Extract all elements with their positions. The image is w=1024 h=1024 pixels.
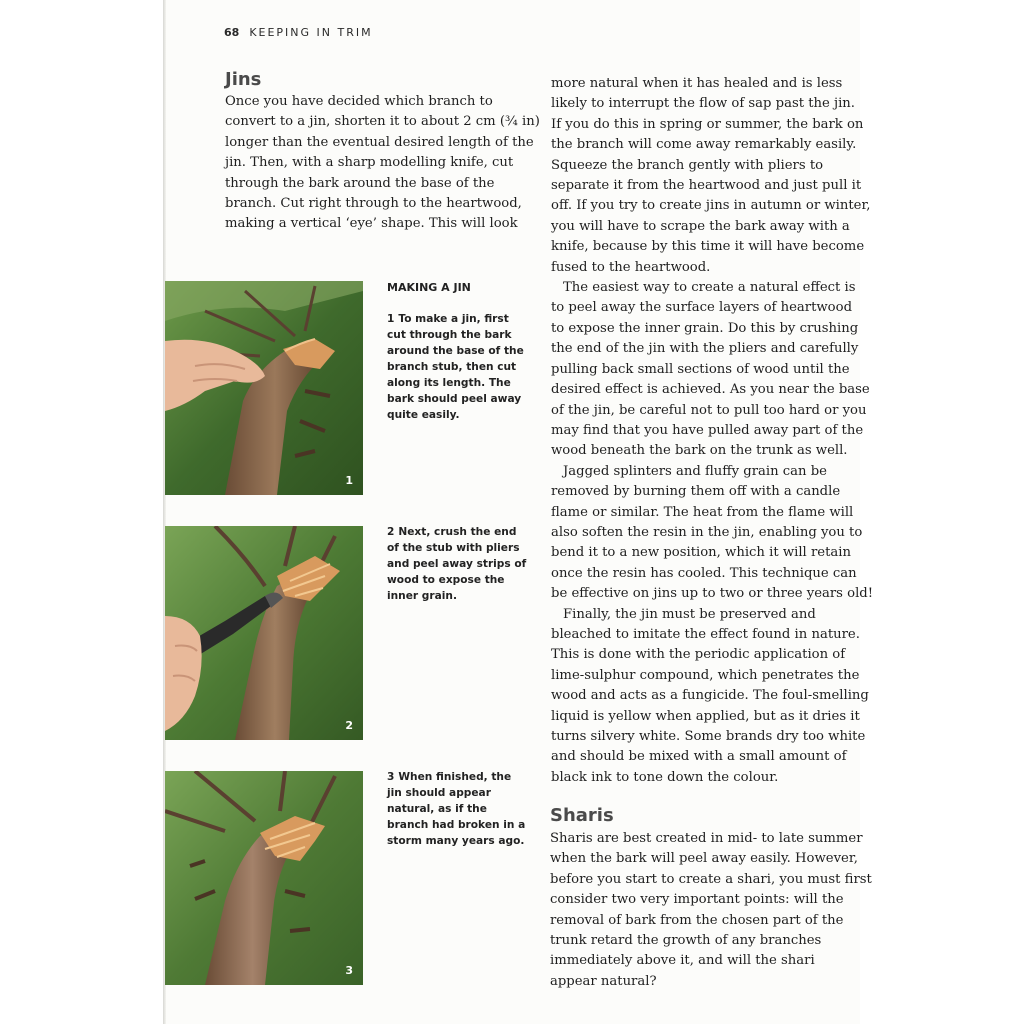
photo-finished-jin-icon [165, 771, 363, 985]
body-line: desired effect is achieved. As you near the base [551, 382, 870, 398]
jins-line: through the bark around the base of the [225, 175, 495, 191]
chapter-title: KEEPING IN TRIM [249, 26, 373, 39]
body-line: The easiest way to create a natural effect is [563, 280, 856, 296]
body-line: to peel away the surface layers of heartwood [551, 300, 853, 316]
photo-2 [165, 526, 363, 740]
body-line: once the resin has cooled. This technique can [551, 565, 857, 581]
jins-line: making a vertical ‘eye’ shape. This will look [225, 216, 518, 232]
step-line: branch stub, then cut [387, 361, 517, 373]
jins-line: Once you have decided which branch to [225, 94, 493, 109]
jins-line: longer than the eventual desired length of the [225, 134, 534, 150]
step-line: When finished, the [398, 771, 512, 783]
step-line: bark should peel away [387, 393, 522, 405]
body-line: Squeeze the branch gently with pliers to [551, 157, 824, 173]
body-line: separate it from the heartwood and just pull it [551, 178, 862, 194]
body-line: be effective on jins up to two or three years old! [551, 586, 874, 602]
step-line: of the stub with pliers [387, 542, 520, 554]
body-line: liquid is yellow when applied, but as it dries it [551, 708, 860, 724]
step-number: 1 [387, 313, 395, 325]
step-3-caption [387, 769, 527, 849]
jins-line: branch. Cut right through to the heartwood, [225, 196, 522, 212]
making-a-jin-title: MAKING A JIN [387, 281, 471, 294]
body-line: the branch will come away remarkably easily. [551, 137, 857, 153]
step-2-caption [387, 524, 527, 604]
body-line: Jagged splinters and fluffy grain can be [563, 463, 827, 479]
step-line: To make a jin, first [398, 313, 509, 325]
body-line: the end of the jin with the pliers and carefully [551, 341, 859, 357]
step-line: branch had broken in a [387, 819, 526, 831]
jins-line: jin. Then, with a sharp modelling knife, cut [225, 155, 514, 171]
step-line: along its length. The [387, 377, 511, 389]
jins-intro [225, 92, 540, 235]
body-line: turns silvery white. Some brands dry too white [551, 729, 866, 744]
step-number: 2 [387, 526, 395, 538]
body-line: fused to the heartwood. [551, 259, 711, 275]
body-line: black ink to tone down the colour. [551, 769, 779, 785]
body-line: may find that you have pulled away part of the [551, 422, 864, 438]
step-line: around the base of the [387, 345, 524, 357]
sharis-line: consider two very important points: will the [550, 892, 844, 908]
step-1-caption [387, 311, 527, 423]
sharis-line: appear natural? [550, 973, 657, 989]
body-line: wood and acts as a fungicide. The foul-smelling [551, 688, 869, 704]
jins-line: convert to a jin, shorten it to about 2 cm (¾ in) [225, 114, 540, 130]
body-line: likely to interrupt the flow of sap past the jin. [551, 96, 855, 112]
jins-heading: Jins [225, 69, 262, 90]
body-line: also soften the resin in the jin, enabling you to [551, 524, 863, 540]
sharis-line: removal of bark from the chosen part of the [550, 912, 844, 928]
step-line: and peel away strips of [387, 558, 527, 570]
body-line: you will have to scrape the bark away with a [551, 218, 850, 234]
sharis-line: before you start to create a shari, you must first [550, 871, 872, 887]
body-line: bend it to a new position, which it will retain [551, 545, 851, 561]
body-line: wood beneath the bark on the trunk as well. [551, 443, 848, 459]
body-line: more natural when it has healed and is less [551, 76, 843, 91]
body-line: bleached to imitate the effect found in nature. [551, 626, 860, 642]
step-number: 3 [387, 771, 395, 783]
body-line: removed by burning them off with a candle [551, 484, 841, 500]
body-line: flame or similar. The heat from the flame will [551, 504, 854, 520]
photo-1 [165, 281, 363, 495]
sharis-line: immediately above it, and will the shari [550, 953, 815, 969]
photo-number: 2 [345, 719, 353, 732]
body-line: Finally, the jin must be preserved and [563, 606, 816, 622]
running-head [224, 26, 373, 39]
body-line: pulling back small sections of wood until the [551, 361, 850, 377]
sharis-line: when the bark will peel away easily. However, [550, 851, 858, 867]
sharis-line: trunk retard the growth of any branches [550, 933, 822, 949]
step-line: wood to expose the [387, 574, 505, 586]
body-line: off. If you try to create jins in autumn or winter, [551, 198, 871, 214]
body-line: This is done with the periodic application of [551, 647, 846, 663]
page-number: 68 [224, 26, 240, 39]
photo-3 [165, 771, 363, 985]
body-line: of the jin, be careful not to pull too hard or you [551, 402, 867, 418]
body-line: If you do this in spring or summer, the bark on [551, 116, 864, 132]
step-line: inner grain. [387, 590, 457, 602]
body-line: lime-sulphur compound, which penetrates the [551, 667, 860, 683]
photo-pliers-crushing-icon [165, 526, 363, 740]
sharis-line: Sharis are best created in mid- to late summer [550, 831, 863, 846]
step-line: Next, crush the end [398, 526, 517, 538]
step-line: storm many years ago. [387, 835, 525, 847]
body-line: knife, because by this time it will have become [551, 239, 865, 255]
sharis-heading: Sharis [550, 805, 614, 826]
step-line: natural, as if the [387, 803, 487, 815]
sharis-text [550, 829, 872, 992]
body-line: to expose the inner grain. Do this by crushing [551, 320, 859, 336]
photo-number: 3 [345, 964, 353, 977]
step-line: cut through the bark [387, 329, 512, 341]
step-line: quite easily. [387, 409, 460, 421]
body-line: and should be mixed with a small amount of [551, 749, 847, 765]
photo-peeling-bark-icon [165, 281, 363, 495]
step-line: jin should appear [387, 787, 491, 799]
photo-number: 1 [345, 474, 353, 487]
right-column-text [551, 74, 873, 788]
